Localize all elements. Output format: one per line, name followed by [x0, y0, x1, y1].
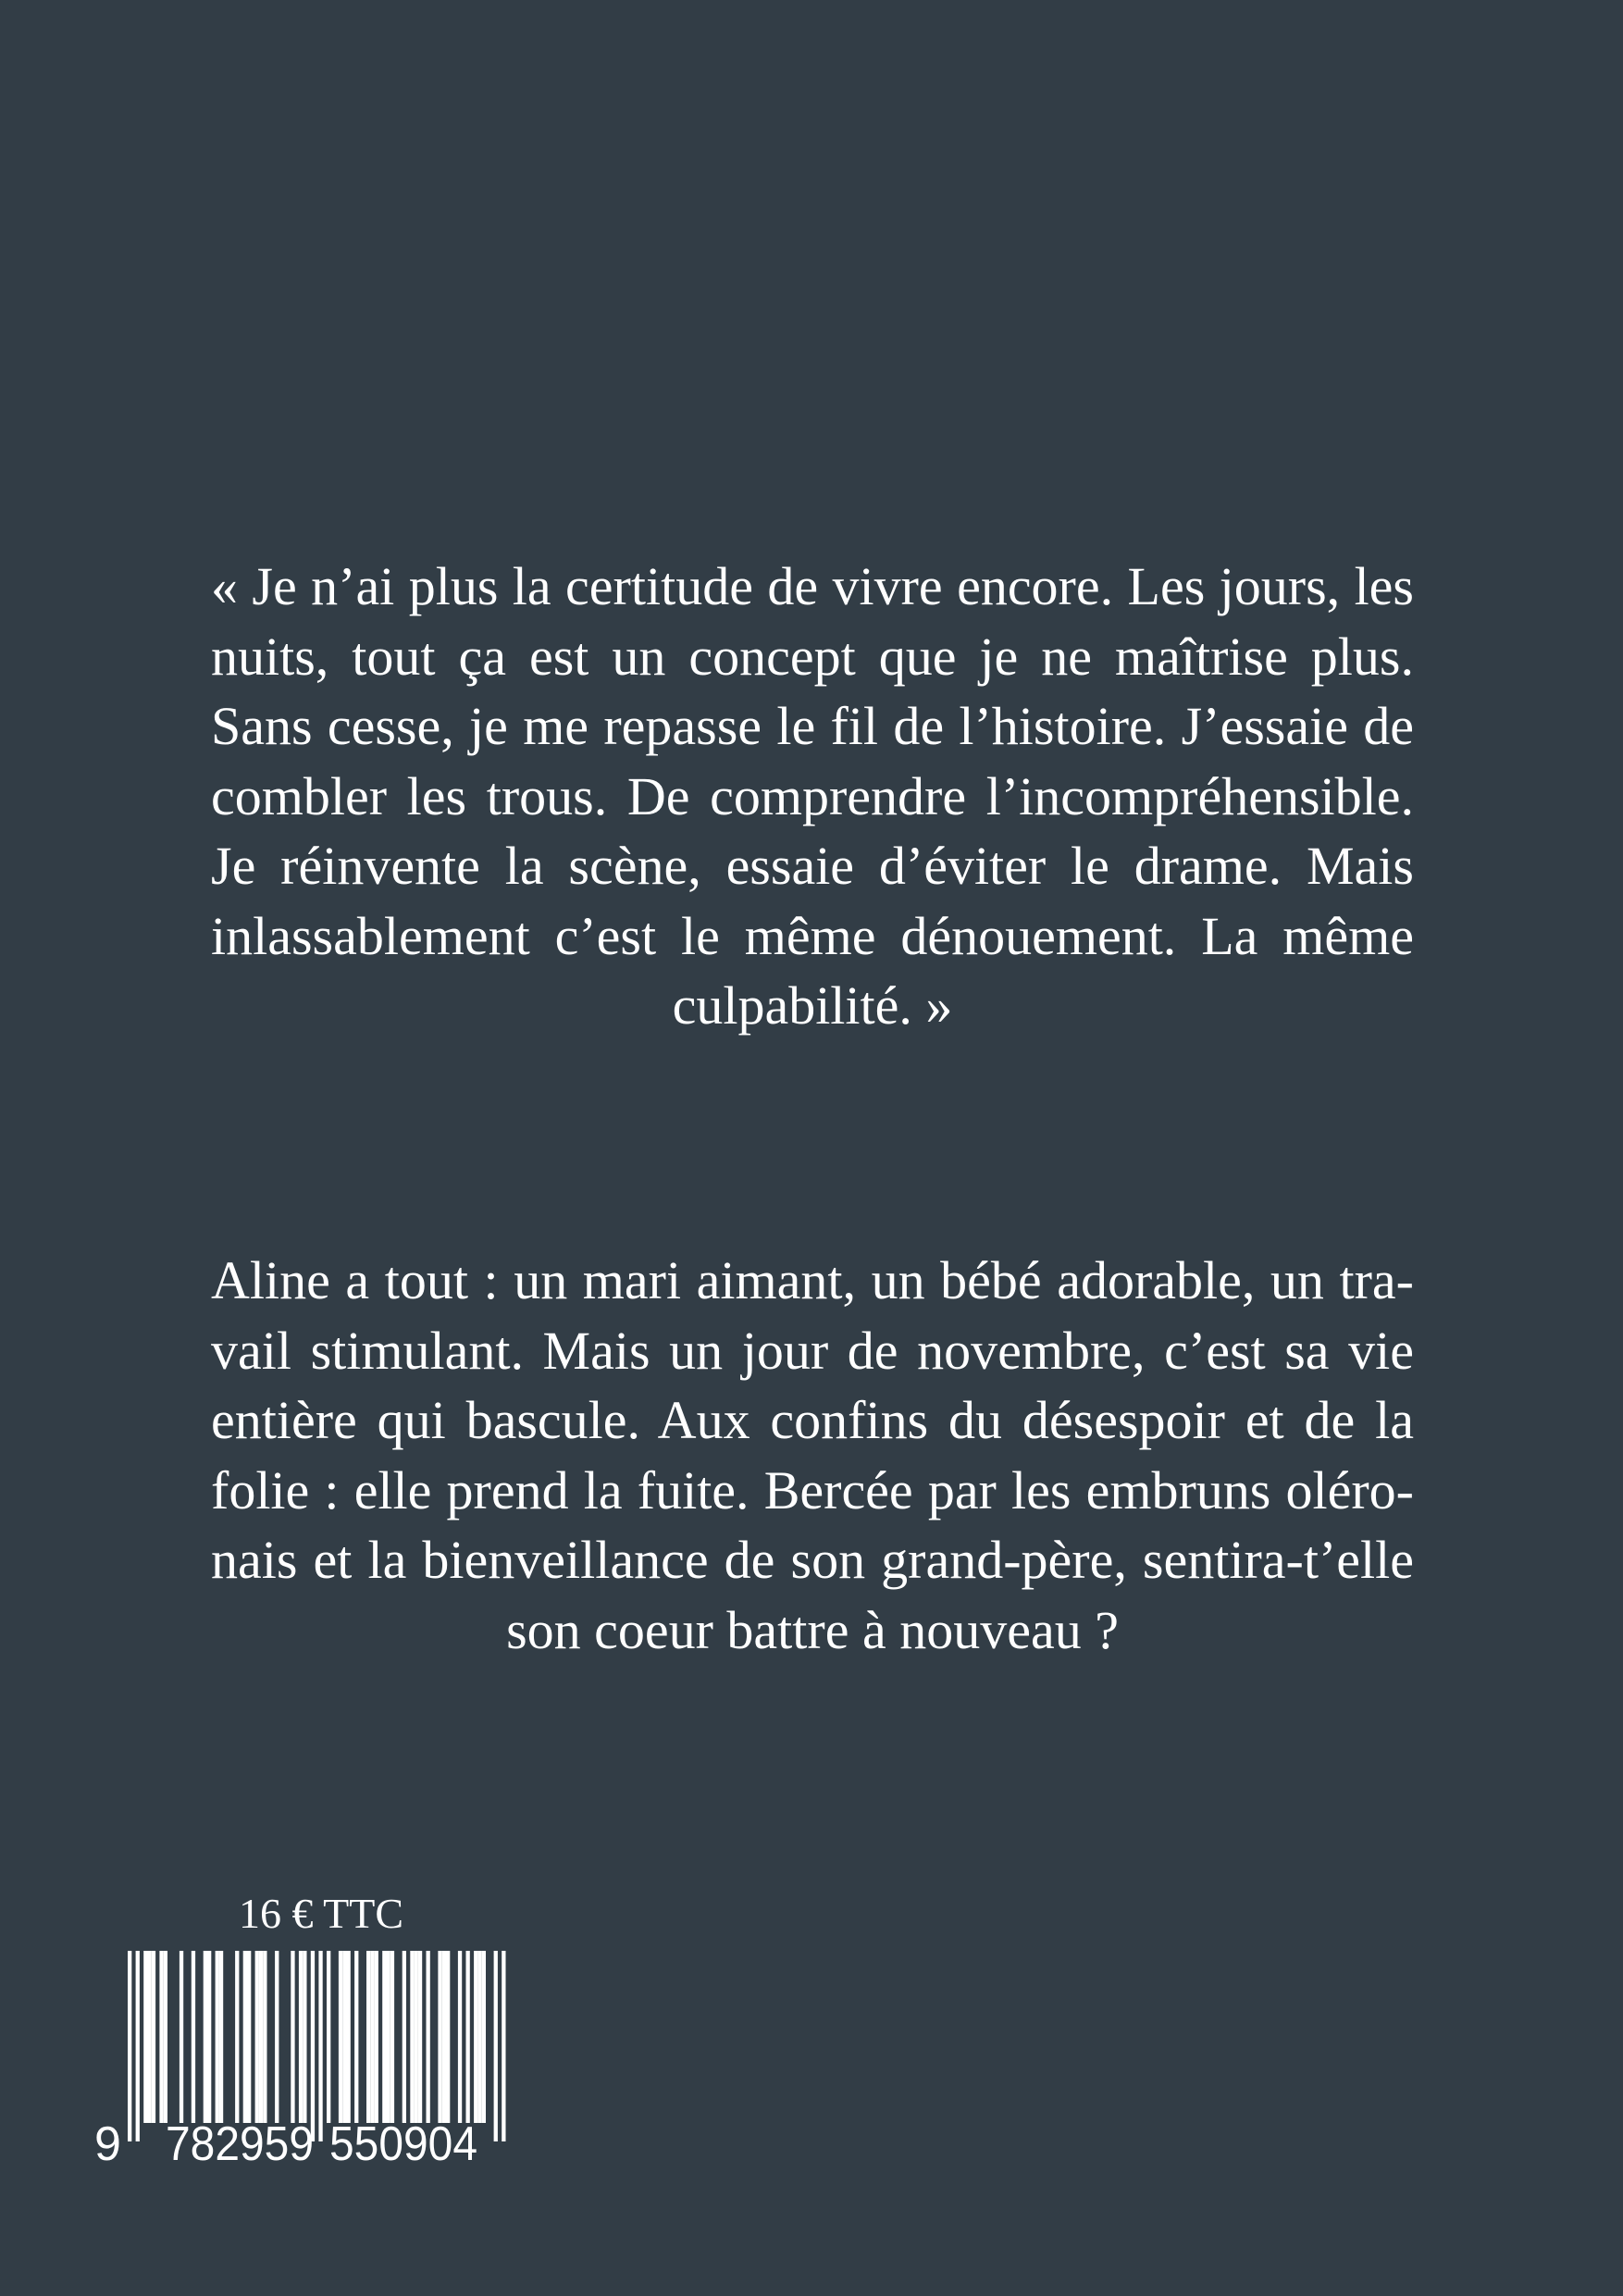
barcode-bar — [370, 1951, 374, 2123]
barcode-bar — [164, 1951, 167, 2123]
barcode-bar — [299, 1951, 303, 2123]
book-summary: Aline a tout : un mari aimant, un bébé adorable, un travail stimulant. Mais un jour de novembre, c’est sa vie entière qui bascule. Aux confins du désespoir et de la folie : elle prend la fuite. Bercée par les embruns oléronais et la bienveillance de son grand-père, sentira-t’elle son coeur battre à nouveau ? — [211, 1250, 1414, 1660]
barcode-guard-bar — [311, 1951, 315, 2141]
barcode-bar — [354, 1951, 358, 2123]
barcode-bar — [243, 1951, 247, 2123]
barcode-bar — [159, 1951, 163, 2123]
barcode-bar — [390, 1951, 394, 2123]
barcode-bar — [235, 1951, 239, 2123]
barcode-left-digits: 782959 — [166, 2117, 314, 2171]
barcode-bar — [418, 1951, 422, 2123]
barcode-bar — [347, 1951, 351, 2123]
barcode-bar — [259, 1951, 263, 2123]
excerpt-quote: « Je n’ai plus la certitude de vivre encore. Les jours, les nuits, tout ça est un concept que je ne maîtrise plus. Sans cesse, je me repasse le fil de l’histoire. J’essaie de combler les trous. De comprendre l’incompréhensible. Je réinvente la scène, essaie d’éviter le drame. Mais inlassablement c’est le même dénouement. La même culpabilité. » — [211, 556, 1414, 1036]
barcode-bar — [143, 1951, 147, 2123]
barcode-bar — [375, 1951, 378, 2123]
barcode-guard-bar — [502, 1951, 505, 2141]
barcode-bar — [382, 1951, 386, 2123]
barcode-bar — [247, 1951, 251, 2123]
barcode-bar — [263, 1951, 266, 2123]
barcode-bar — [152, 1951, 155, 2123]
barcode-bar — [410, 1951, 414, 2123]
barcode-bar — [482, 1951, 486, 2123]
barcode-bar — [275, 1951, 279, 2123]
barcode-guard-bar — [318, 1951, 322, 2141]
barcode-bar — [339, 1951, 342, 2123]
barcode-bar — [427, 1951, 430, 2123]
barcode-bar — [438, 1951, 441, 2123]
barcode-bar — [477, 1951, 481, 2123]
barcode-bar — [255, 1951, 259, 2123]
barcode-right-digits: 550904 — [329, 2117, 477, 2171]
barcode-guard-bar — [128, 1951, 131, 2141]
barcode-guard-bar — [494, 1951, 498, 2141]
barcode-bar — [327, 1951, 330, 2123]
barcode-bar — [192, 1951, 195, 2123]
barcode-bar — [180, 1951, 183, 2123]
barcode-bars — [128, 1951, 506, 2141]
barcode-bar — [148, 1951, 152, 2123]
price-label: 16 € TTC — [239, 1890, 404, 1937]
barcode-bar — [366, 1951, 370, 2123]
barcode-bar — [291, 1951, 294, 2123]
barcode-bar — [403, 1951, 406, 2123]
isbn-barcode — [89, 1951, 551, 2173]
barcode-bar — [303, 1951, 306, 2123]
barcode-bar — [458, 1951, 462, 2123]
barcode-guard-bar — [136, 1951, 140, 2141]
barcode-bar — [442, 1951, 446, 2123]
barcode-bar — [204, 1951, 207, 2123]
barcode-bar — [446, 1951, 450, 2123]
barcode-bar — [415, 1951, 418, 2123]
barcode-bar — [387, 1951, 390, 2123]
barcode-first-digit: 9 — [94, 2117, 121, 2171]
barcode-bar — [216, 1951, 219, 2123]
barcode-bar — [342, 1951, 346, 2123]
barcode-bar — [207, 1951, 211, 2123]
barcode-bar — [466, 1951, 470, 2123]
barcode-bar — [474, 1951, 477, 2123]
barcode-bar — [219, 1951, 223, 2123]
